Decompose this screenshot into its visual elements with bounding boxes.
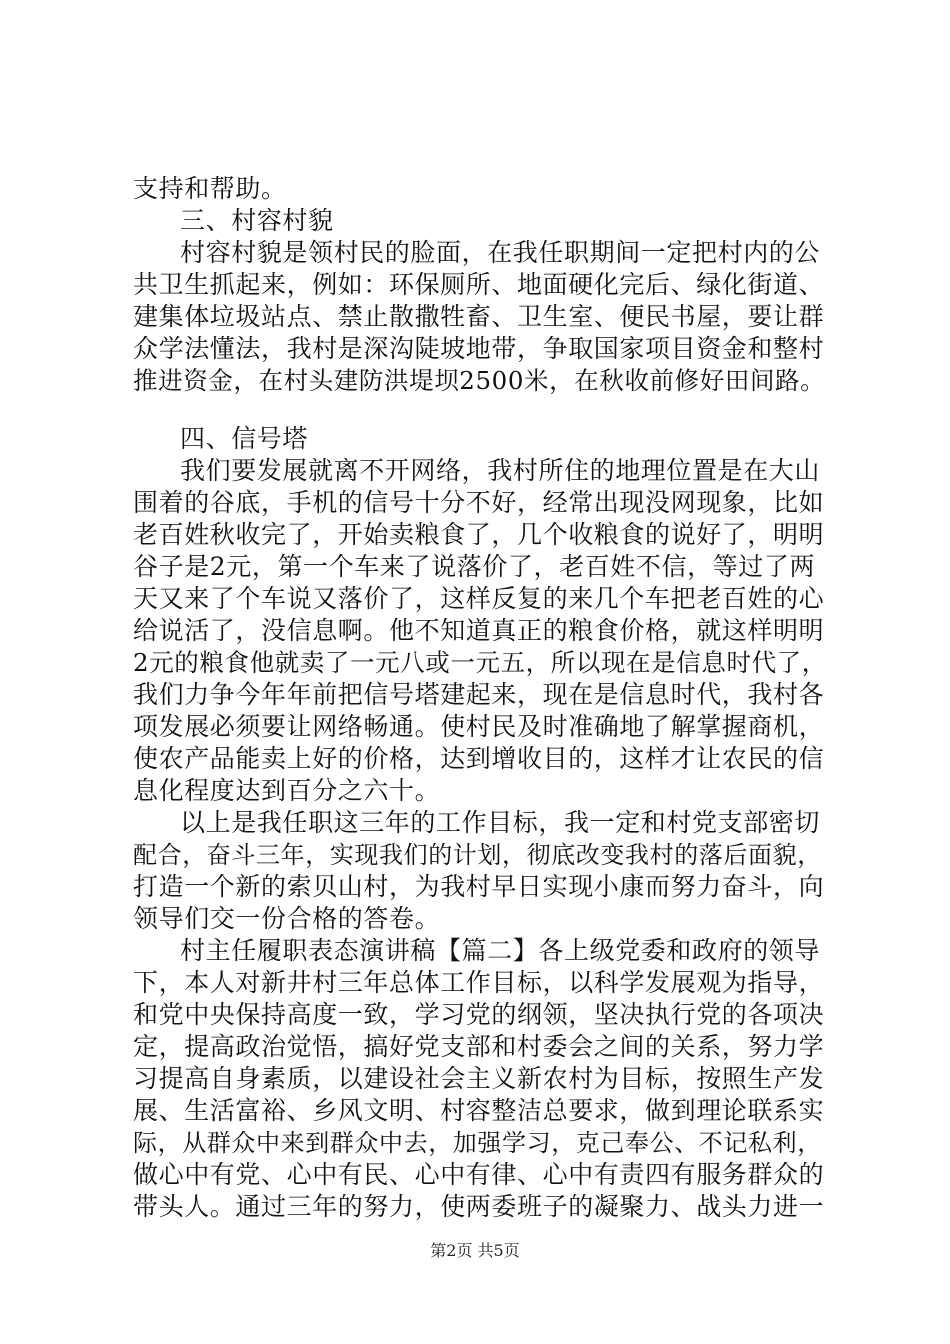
page-number-footer: 第2页 共5页 [430, 1241, 520, 1260]
text-line: 际，从群众中来到群众中去，加强学习，克己奉公、不记私利， [133, 1129, 822, 1157]
text-line: 支持和帮助。 [133, 174, 287, 203]
text-line: 谷子是2元，第一个车来了说落价了，老百姓不信，等过了两 [133, 552, 816, 581]
text-line: 领导们交一份合格的答卷。 [133, 904, 441, 933]
paragraph-start: 以上是我任职这三年的工作目标，我一定和村党支部密切 [180, 808, 821, 837]
text-line: 2元的粮食他就卖了一元八或一元五，所以现在是信息时代了， [133, 648, 827, 677]
text-line: 给说活了，没信息啊。他不知道真正的粮食价格，就这样明明 [133, 616, 825, 645]
text-line: 下，本人对新井村三年总体工作目标，以科学发展观为指导， [133, 968, 825, 997]
text-line: 配合，奋斗三年，实现我们的计划，彻底改变我村的落后面貌， [133, 841, 822, 869]
section-heading: 三、村容村貌 [180, 206, 334, 235]
text-line: 老百姓秋收完了，开始卖粮食了，几个收粮食的说好了，明明 [133, 520, 825, 549]
paragraph-start: 村容村貌是领村民的脸面，在我任职期间一定把村内的公 [180, 238, 821, 267]
paragraph-start: 村主任履职表态演讲稿【篇二】各上级党委和政府的领导 [180, 936, 821, 965]
text-line: 息化程度达到百分之六十。 [133, 776, 441, 805]
text-line: 定，提高政治觉悟，搞好党支部和村委会之间的关系，努力学 [133, 1032, 825, 1061]
section-heading: 四、信号塔 [180, 424, 309, 453]
text-line: 做心中有党、心中有民、心中有律、心中有责四有服务群众的 [133, 1160, 825, 1189]
text-line: 带头人。通过三年的努力，使两委班子的凝聚力、战头力进一 [133, 1192, 825, 1221]
text-line: 众学法懂法，我村是深沟陡坡地带，争取国家项目资金和整村 [133, 334, 825, 363]
text-line: 和党中央保持高度一致，学习党的纲领，坚决执行党的各项决 [133, 1000, 825, 1029]
text-line: 项发展必须要让网络畅通。使村民及时准确地了解掌握商机， [133, 712, 825, 741]
text-line: 打造一个新的索贝山村，为我村早日实现小康而努力奋斗，向 [133, 872, 825, 901]
text-line: 我们力争今年年前把信号塔建起来，现在是信息时代，我村各 [133, 680, 825, 709]
text-line: 建集体垃圾站点、禁止散撒牲畜、卫生室、便民书屋，要让群 [133, 302, 825, 331]
text-line: 共卫生抓起来，例如：环保厕所、地面硬化完后、绿化街道、 [133, 270, 825, 299]
paragraph-start: 我们要发展就离不开网络，我村所住的地理位置是在大山 [180, 456, 821, 485]
text-line: 展、生活富裕、乡风文明、村容整洁总要求，做到理论联系实 [133, 1096, 825, 1125]
text-line: 使农产品能卖上好的价格，达到增收目的，这样才让农民的信 [133, 744, 825, 773]
text-line: 围着的谷底，手机的信号十分不好，经常出现没网现象，比如 [133, 488, 825, 517]
text-line: 天又来了个车说又落价了，这样反复的来几个车把老百姓的心 [133, 584, 825, 613]
text-line: 推进资金，在村头建防洪堤坝2500米，在秋收前修好田间路。 [133, 366, 826, 395]
text-line: 习提高自身素质，以建设社会主义新农村为目标，按照生产发 [133, 1064, 825, 1093]
